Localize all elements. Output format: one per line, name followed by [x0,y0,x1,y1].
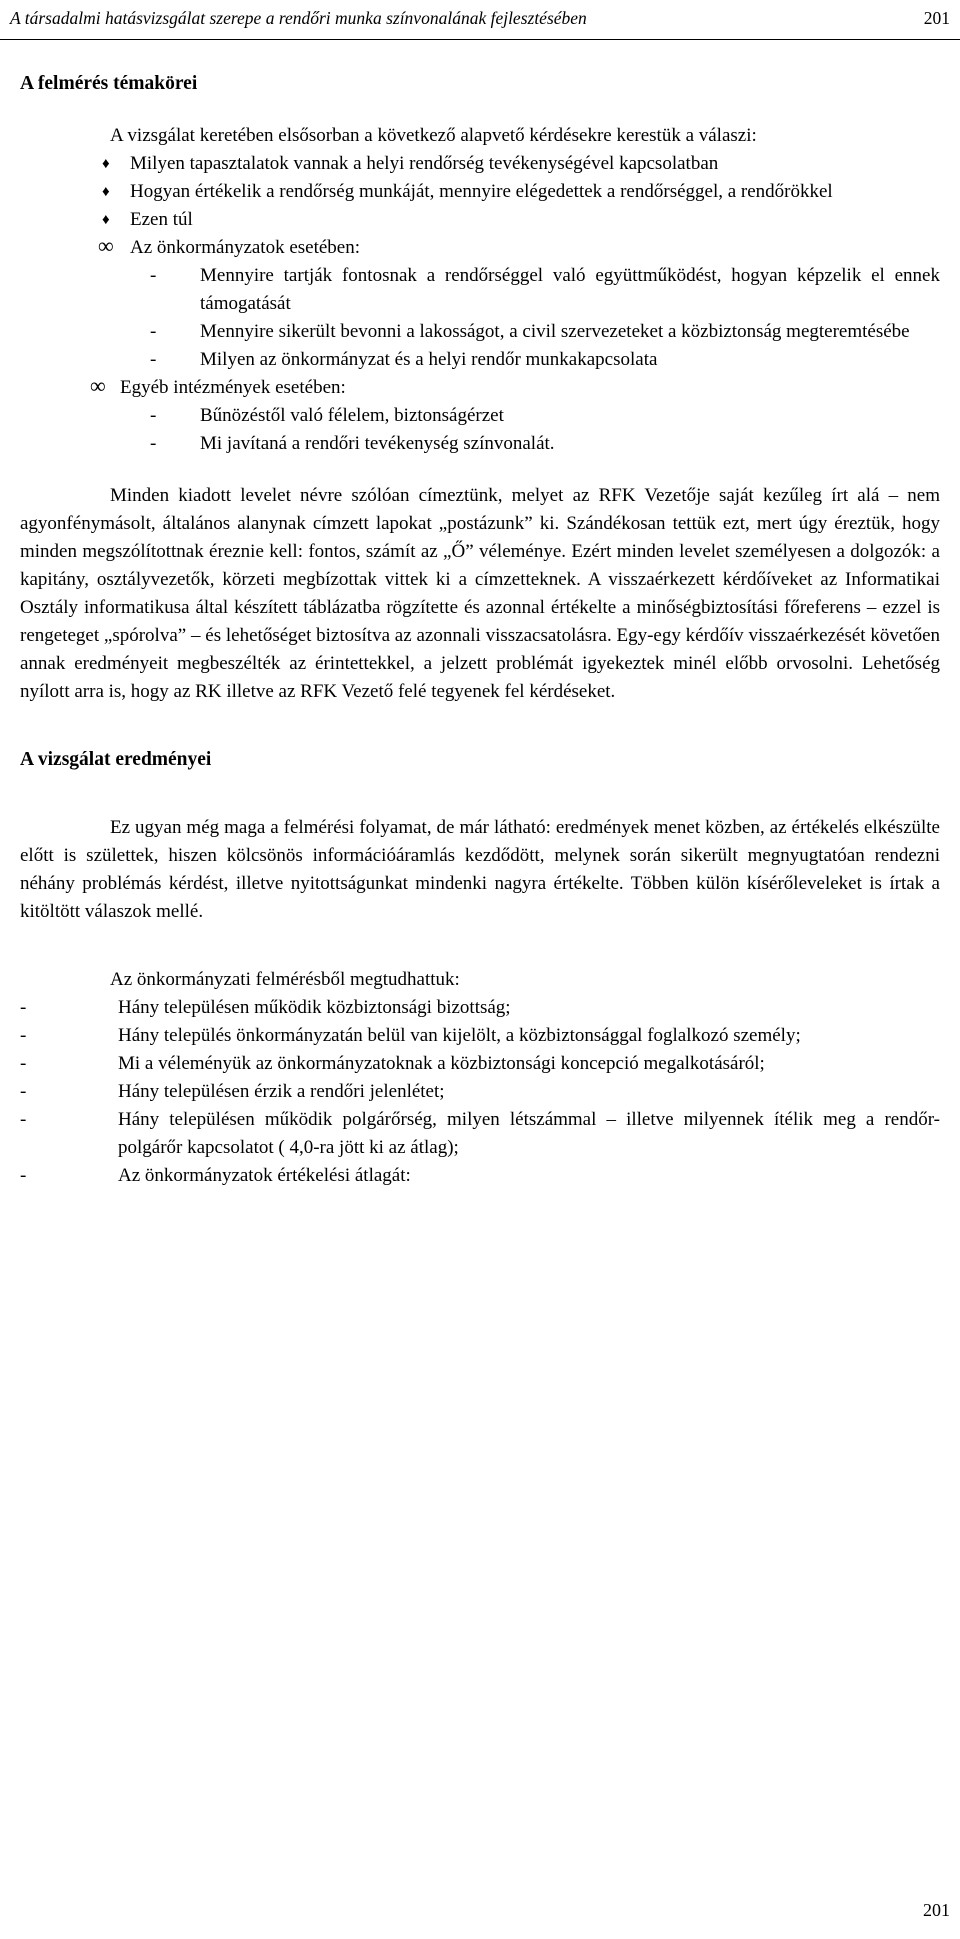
diamond-icon: ♦ [102,184,110,200]
diamond-icon: ♦ [102,212,110,228]
footer-page-number: 201 [923,1900,950,1920]
list-item: - Hány településen működik közbiztonsági bizottság; [20,997,511,1018]
list-intro: Az önkormányzati felmérésből megtudhattuk: [110,969,460,990]
list-item: - Bűnözéstől való félelem, biztonságérzet [150,405,504,426]
body-paragraph: Ez ugyan még maga a felmérési folyamat, de már látható: eredmények menet közben, az értékelés elkészülte előtt is születtek, hiszen kölcsönös információáramlás kezdődött, melynek során sikerült megnyugtatóan rendezni néhány problémás kérdést, illetve nyitottságunkat mindenki nagyra értékelte. Többen külön kísérőleveleket is írtak a kitöltött válaszok mellé. [20,817,940,922]
document-body [20,70,940,1190]
section-heading-topics: A felmérés témakörei [20,73,198,94]
running-title: A társadalmi hatásvizsgálat szerepe a rendőri munka színvonalának fejlesztésében [10,8,587,28]
bullet-item: ♦ Hogyan értékelik a rendőrség munkáját, mennyire elégedettek a rendőrséggel, a rendőrökkel [20,178,940,206]
list-item: - Az önkormányzatok értékelési átlagát: [20,1165,411,1186]
list-item: - Hány település önkormányzatán belül van kijelölt, a közbiztonsággal foglalkozó személy; [20,1025,801,1046]
group-label: ∞ Egyéb intézmények esetében: [90,373,346,398]
list-item: - Hány településen érzik a rendőri jelenlétet; [20,1081,445,1102]
intro-paragraph: A vizsgálat keretében elsősorban a következő alapvető kérdésekre kerestük a válaszi: [110,125,757,146]
infinity-icon: ∞ [90,373,106,398]
list-item: - Mennyire sikerült bevonni a lakosságot, a civil szervezeteket a közbiztonság megteremtésébe [150,321,910,342]
list-item: - Mennyire tartják fontosnak a rendőrséggel való együttműködést, hogyan képzelik el ennek támogatását [150,265,940,314]
group-label: ∞ Az önkormányzatok esetében: [98,233,361,258]
bullet-item: ♦ Milyen tapasztalatok vannak a helyi rendőrség tevékenységével kapcsolatban [20,150,940,178]
list-item: - Milyen az önkormányzat és a helyi rendőr munkakapcsolata [150,349,658,370]
body-paragraph: Minden kiadott levelet névre szólóan címeztünk, melyet az RFK Vezetője saját kezűleg írt alá – nem agyonfénymásolt, általános alanynak címzett lapokat „postázunk” ki. Szándékosan tettük ezt, mert úgy éreztük, hogy minden megszólítottnak éreznie kell: fontos, számít az „Ő” véleménye. Ezért minden levelet személyesen a dolgozók: a kapitány, osztályvezetők, körzeti megbízottak vittek ki a címzetteknek. A visszaérkezett kérdőíveket az Informatikai Osztály informatikusa által készített táblázatba rögzítette és azonnal értékelte a minőségbiztosítási főreferens – ezzel is rengeteget „spórolva” – és lehetőséget biztosítva az azonnali visszacsatolásra. Egy-egy kérdőív visszaérkezését követően annak eredményeit megbeszélték az érintettekkel, a jelzett problémát igyekeztek minél előbb orvosolni. Lehetőség nyílott arra is, hogy az RK illetve az RFK Vezető felé tegyenek fel kérdéseket. [20,485,940,702]
page-header [0,0,960,40]
list-item: - Mi a véleményük az önkormányzatoknak a közbiztonsági koncepció megalkotásáról; [20,1053,765,1074]
diamond-icon: ♦ [102,156,110,172]
header-page-number: 201 [923,8,950,28]
infinity-icon: ∞ [98,233,114,258]
list-item: - Hány településen működik polgárőrség, milyen létszámmal – illetve milyennek ítélik meg a rendőr-polgárőr kapcsolatot ( 4,0-ra jött ki az átlag); [20,1109,940,1158]
list-item: - Mi javítaná a rendőri tevékenység színvonalát. [150,433,555,454]
section-heading-results: A vizsgálat eredményei [20,749,212,770]
bullet-item: ♦ Ezen túl [20,206,940,234]
